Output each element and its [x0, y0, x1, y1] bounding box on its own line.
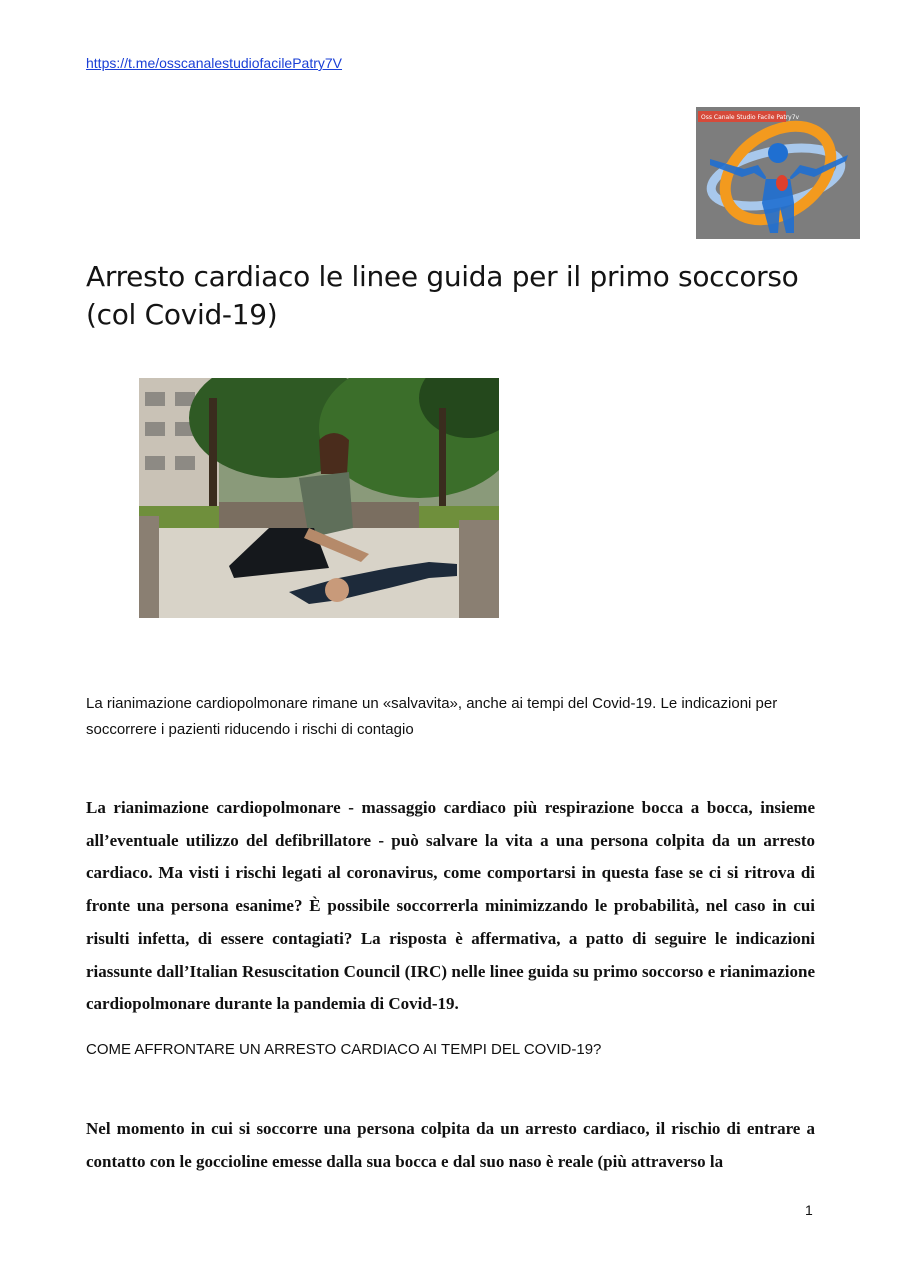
- intro-paragraph: La rianimazione cardiopolmonare - massaggio cardiaco più respirazione bocca a bocca, insieme all’eventuale utilizzo del defibrillatore - può salvare la vita a una persona colpita da un arresto cardiaco. Ma visti i rischi legati al coronavirus, come comportarsi in questa fase se ci si ritrova di fronte una persona esanime? È possibile soccorrerla minimizzando le probabilità, nel caso in cui risulti infetta, di essere contagiati? La risposta è affermativa, a patto di seguire le indicazioni riassunte dall’Italian Resuscitation Council (IRC) nelle linee guida su primo soccorso e rianimazione cardiopolmonare durante la pandemia di Covid-19.: [86, 798, 815, 1014]
- article-title: Arresto cardiaco le linee guida per il primo soccorso (col Covid-19): [86, 260, 799, 331]
- section-heading: COME AFFRONTARE UN ARRESTO CARDIACO AI TEMPI DEL COVID-19?: [86, 1041, 602, 1058]
- channel-logo: [696, 107, 860, 239]
- body-paragraph: Nel momento in cui si soccorre una persona colpita da un arresto cardiaco, il rischio di entrare a contatto con le goccioline emesse dalla sua bocca e dal suo naso è reale (più attraverso la: [86, 1119, 815, 1171]
- article-subtitle: La rianimazione cardiopolmonare rimane un «salvavita», anche ai tempi del Covid-19. Le indicazioni per soccorrere i pazienti riducendo i rischi di contagio: [86, 695, 778, 738]
- logo-caption: Oss Canale Studio Facile Patry7v: [701, 114, 800, 121]
- page-number: 1: [805, 1202, 813, 1218]
- cpr-photo: [139, 378, 499, 618]
- telegram-link[interactable]: https://t.me/osscanalestudiofacilePatry7V: [86, 55, 343, 71]
